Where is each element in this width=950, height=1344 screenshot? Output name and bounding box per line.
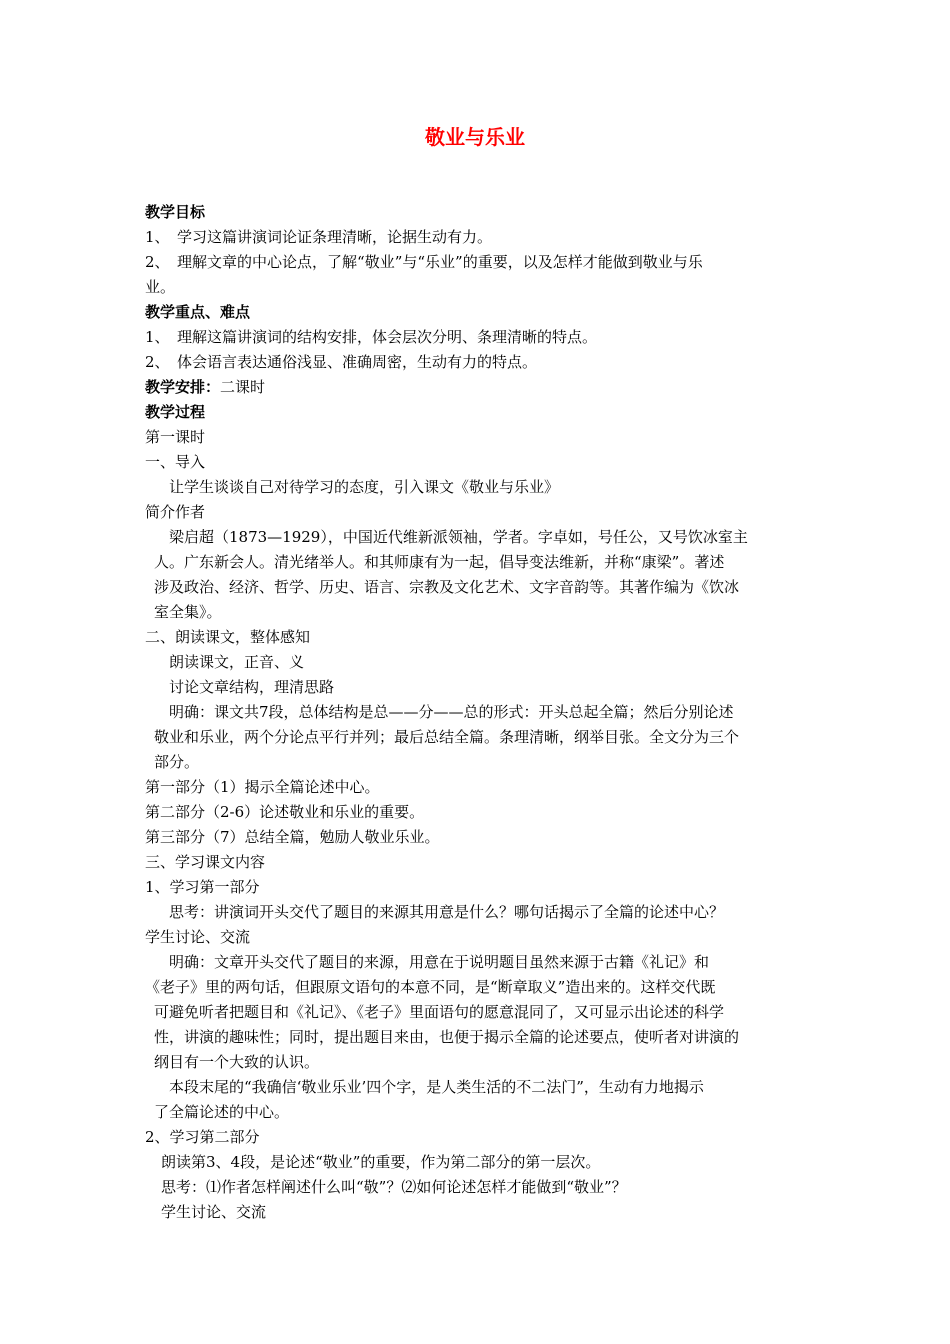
- answer-paragraph-line-5: 纲目有一个大致的认识。: [154, 1053, 320, 1071]
- objective-item-1: 1、 学习这篇讲演词论证条理清晰，论据生动有力。: [145, 228, 493, 246]
- author-paragraph-line-4: 室全集》。: [154, 603, 222, 621]
- section-heading-key-points: 教学重点、难点: [145, 303, 251, 321]
- answer-paragraph-line-1: 明确：文章开头交代了题目的来源，用意在于说明题目虽然来源于古籍《礼记》和: [169, 953, 710, 971]
- question-part-one: 思考：讲演词开头交代了题目的来源其用意是什么？哪句话揭示了全篇的论述中心？: [169, 903, 725, 921]
- answer-paragraph-line-4: 性，讲演的趣味性；同时，提出题目来由，也便于揭示全篇的论述要点，使听者对讲演的: [154, 1028, 740, 1046]
- document-title: 敬业与乐业: [425, 125, 525, 149]
- reading-item-1: 朗读课文，正音、义: [169, 653, 305, 671]
- part-two-line: 第二部分（2-6）论述敬业和乐业的重要。: [145, 803, 425, 821]
- discussion-line-2: 学生讨论、交流: [161, 1203, 267, 1221]
- section-heading-objectives: 教学目标: [145, 203, 206, 221]
- part-three-line: 第三部分（7）总结全篇，勉励人敬业乐业。: [145, 828, 440, 846]
- study-part-one-heading: 1、学习第一部分: [145, 878, 260, 896]
- step-content-heading: 三、学习课文内容: [145, 853, 266, 871]
- lesson-one-heading: 第一课时: [145, 428, 206, 446]
- section-heading-process: 教学过程: [145, 403, 206, 421]
- key-point-item-2: 2、 体会语言表达通俗浅显、准确周密，生动有力的特点。: [145, 353, 538, 371]
- objective-item-2: 2、 理解文章的中心论点，了解“敬业”与“乐业”的重要，以及怎样才能做到敬业与乐: [145, 253, 703, 271]
- structure-paragraph-line-1: 明确：课文共7段，总体结构是总——分——总的形式：开头总起全篇；然后分别论述: [169, 703, 734, 721]
- author-paragraph-line-1: 梁启超（1873—1929），中国近代维新派领袖，学者。字卓如，号任公，又号饮冰室主: [169, 528, 748, 546]
- summary-paragraph-line-2: 了全篇论述的中心。: [154, 1103, 290, 1121]
- discussion-line-1: 学生讨论、交流: [145, 928, 251, 946]
- question-part-two: 思考：⑴作者怎样阐述什么叫“敬”？⑵如何论述怎样才能做到“敬业”？: [161, 1178, 627, 1196]
- structure-paragraph-line-2: 敬业和乐业，两个分论点平行并列；最后总结全篇。条理清晰，纲举目张。全文分为三个: [154, 728, 740, 746]
- author-paragraph-line-3: 涉及政治、经济、哲学、历史、语言、宗教及文化艺术、文字音韵等。其著作编为《饮冰: [154, 578, 740, 596]
- schedule-value: 二课时: [220, 378, 266, 396]
- reading-item-2: 讨论文章结构，理清思路: [169, 678, 335, 696]
- intro-paragraph: 让学生谈谈自己对待学习的态度，引入课文《敬业与乐业》: [169, 478, 560, 496]
- study-part-two-heading: 2、学习第二部分: [145, 1128, 260, 1146]
- schedule-label: 教学安排：: [145, 378, 221, 396]
- part-one-line: 第一部分（1）揭示全篇论述中心。: [145, 778, 380, 796]
- schedule-line: [145, 375, 810, 400]
- reading-part-two: 朗读第3、4段，是论述“敬业”的重要，作为第二部分的第一层次。: [161, 1153, 601, 1171]
- answer-paragraph-line-2: 《老子》里的两句话，但跟原文语句的本意不同，是“断章取义”造出来的。这样交代既: [145, 978, 716, 996]
- summary-paragraph-line-1: 本段末尾的“我确信‘敬业乐业’四个字，是人类生活的不二法门”，生动有力地揭示: [169, 1078, 704, 1096]
- answer-paragraph-line-3: 可避免听者把题目和《礼记》、《老子》里面语句的愿意混同了，又可显示出论述的科学: [154, 1003, 725, 1021]
- structure-paragraph-line-3: 部分。: [154, 753, 200, 771]
- document-body: [145, 200, 810, 1225]
- objective-item-2-continued: 业。: [145, 278, 176, 296]
- author-paragraph-line-2: 人。广东新会人。清光绪举人。和其师康有为一起，倡导变法维新，并称“康梁”。著述: [154, 553, 725, 571]
- step-intro-heading: 一、导入: [145, 453, 206, 471]
- author-heading: 简介作者: [145, 503, 206, 521]
- key-point-item-1: 1、 理解这篇讲演词的结构安排，体会层次分明、条理清晰的特点。: [145, 328, 598, 346]
- step-reading-heading: 二、朗读课文，整体感知: [145, 628, 311, 646]
